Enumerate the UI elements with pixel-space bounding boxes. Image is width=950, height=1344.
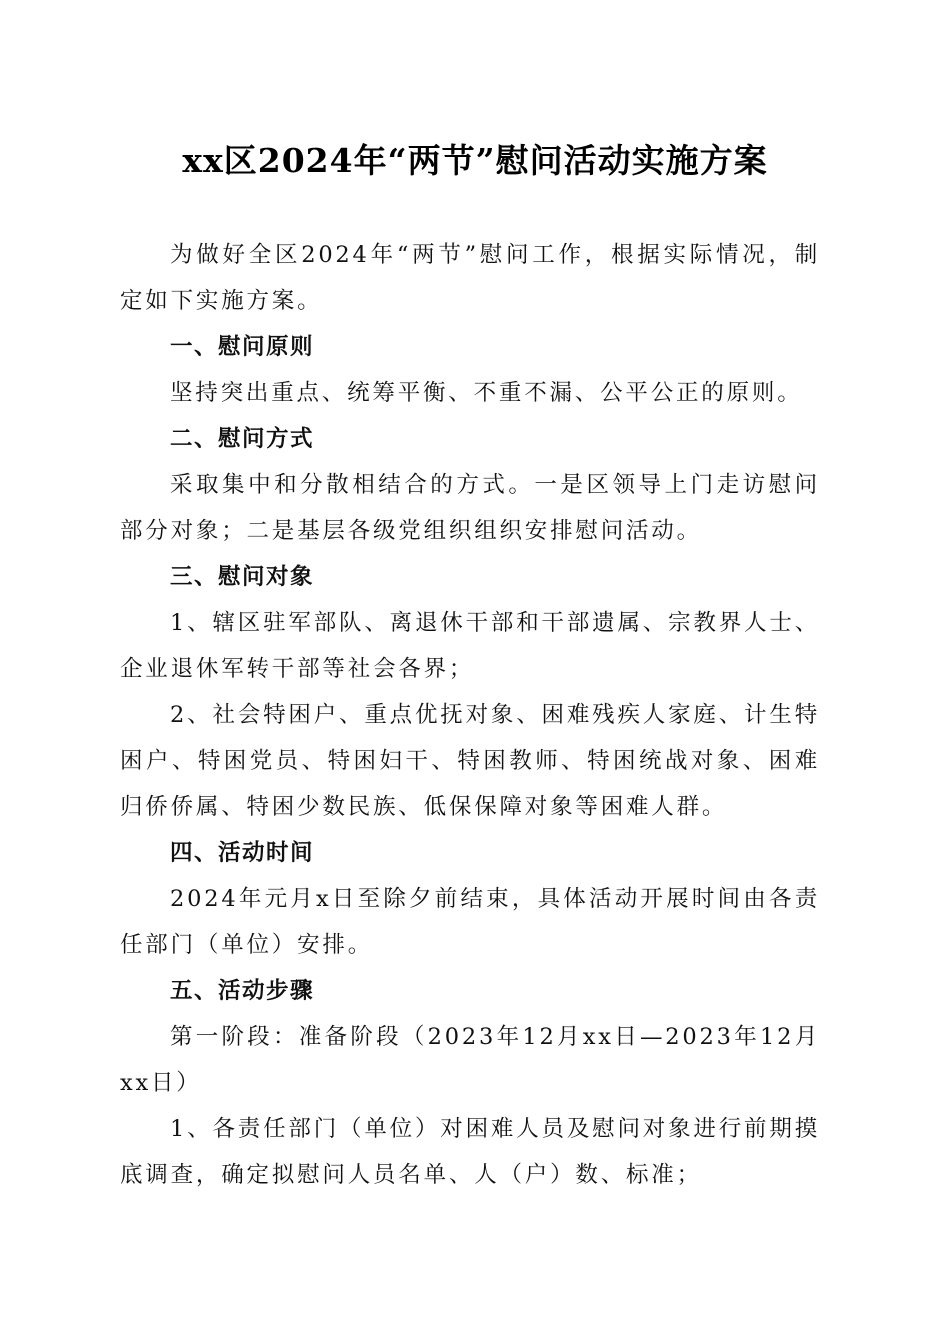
- steps-item-1: 1、各责任部门（单位）对困难人员及慰问对象进行前期摸底调查，确定拟慰问人员名单、人（户）数、标准；: [120, 1116, 820, 1188]
- section-heading-methods: 二、慰问方式: [170, 426, 315, 452]
- methods-paragraph: 采取集中和分散相结合的方式。一是区领导上门走访慰问部分对象；二是基层各级党组织组织安排慰问活动。: [120, 472, 820, 544]
- targets-item-1: 1、辖区驻军部队、离退休干部和干部遗属、宗教界人士、企业退休军转干部等社会各界；: [120, 610, 820, 682]
- intro-paragraph: 为做好全区2024年“两节”慰问工作，根据实际情况，制定如下实施方案。: [120, 242, 820, 314]
- time-paragraph: 2024年元月x日至除夕前结束，具体活动开展时间由各责任部门（单位）安排。: [120, 886, 820, 958]
- principles-paragraph: 坚持突出重点、统筹平衡、不重不漏、公平公正的原则。: [170, 380, 803, 406]
- steps-stage-1: 第一阶段：准备阶段（2023年12月xx日—2023年12月xx日）: [120, 1024, 820, 1096]
- section-heading-targets: 三、慰问对象: [170, 564, 315, 590]
- section-heading-time: 四、活动时间: [170, 840, 315, 866]
- section-heading-steps: 五、活动步骤: [170, 978, 315, 1004]
- document-body: [120, 232, 820, 1198]
- section-heading-principles: 一、慰问原则: [170, 334, 315, 360]
- targets-item-2: 2、社会特困户、重点优抚对象、困难残疾人家庭、计生特困户、特困党员、特困妇干、特困教师、特困统战对象、困难归侨侨属、特困少数民族、低保保障对象等困难人群。: [120, 702, 820, 820]
- document-title: xx区2024年“两节”慰问活动实施方案: [182, 141, 768, 180]
